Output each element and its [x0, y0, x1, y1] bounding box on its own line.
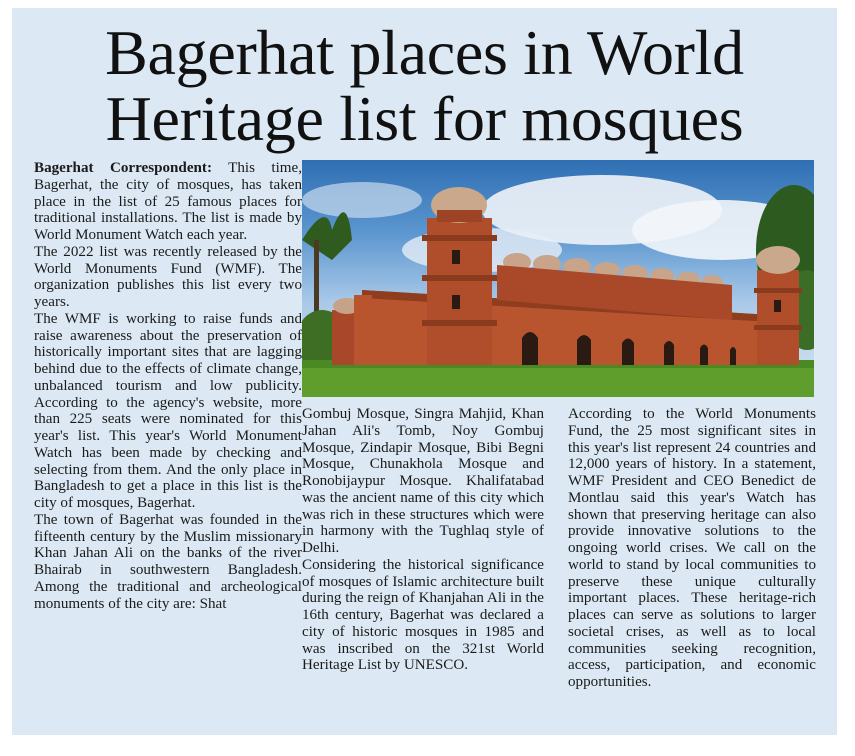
- paragraph: Considering the historical significance of mosques of Islamic architecture built during the reign of Khanjahan Ali in the 16th century, Bagerhat was declared a city of historic mosques in 1985 and was inscribed on the 321st World Heritage List by UNESCO.: [302, 556, 544, 674]
- paragraph: [34, 160, 302, 244]
- newspaper-clipping: [12, 8, 837, 735]
- paragraph: The WMF is working to raise funds and raise awareness about the preservation of historically important sites that are lagging behind due to the effects of climate change, unbalanced tourism and low publicity. According to the agency's website, more than 225 seats were nominated for this year's list. This year's World Monument Watch has been made by checking and selecting from them. And the only place in Bangladesh to get a place in this list is the city of mosques, Bagerhat.: [34, 310, 302, 511]
- byline: Bagerhat Correspondent:: [34, 160, 212, 176]
- mosque-photo: [302, 160, 814, 397]
- article-column-2: [302, 406, 544, 674]
- paragraph: According to the World Monuments Fund, the 25 most significant sites in this year's list represent 24 countries and 12,000 years of history. In a statement, WMF President and CEO Benedict de Montlau said this year's Watch has shown that preserving heritage can also provide innovative solutions to the ongoing world crises. We call on the world to stand by local communities to preserve these unique culturally important places. These heritage-rich places can serve as solutions to larger societal crises, as well as to local communities seeking recognition, access, participation, and economic opportunities.: [568, 406, 816, 690]
- shat-gombuj-mosque-illustration: [302, 160, 814, 397]
- article-column-1: [34, 160, 302, 612]
- headline: [32, 17, 817, 154]
- paragraph: Gombuj Mosque, Singra Mahjid, Khan Jahan Ali's Tomb, Noy Gombuj Mosque, Zindapir Mosque, Bibi Begni Mosque, Chunakhola Mosque and Ronobijaypur Mosque. Khalifatabad was the ancient name of this city which was rich in these structures which were in harmony with the Tughlaq style of Delhi.: [302, 406, 544, 556]
- paragraph: The town of Bagerhat was founded in the fifteenth century by the Muslim missionary Khan Jahan Ali on the banks of the river Bhairab in southwestern Bangladesh. Among the traditional and archeological monuments of the city are: Shat: [34, 511, 302, 612]
- article-column-3: [568, 406, 816, 691]
- paragraph-text: This time, Bagerhat, the city of mosques, has taken place in the list of 25 famous places for traditional installations. The list is made by World Monument Watch each year.: [34, 160, 302, 243]
- paragraph: The 2022 list was recently released by the World Monuments Fund (WMF). The organization publishes this list every two years.: [34, 243, 302, 310]
- headline-line-1: Bagerhat places in World: [105, 17, 744, 88]
- headline-line-2: Heritage list for mosques: [105, 83, 744, 154]
